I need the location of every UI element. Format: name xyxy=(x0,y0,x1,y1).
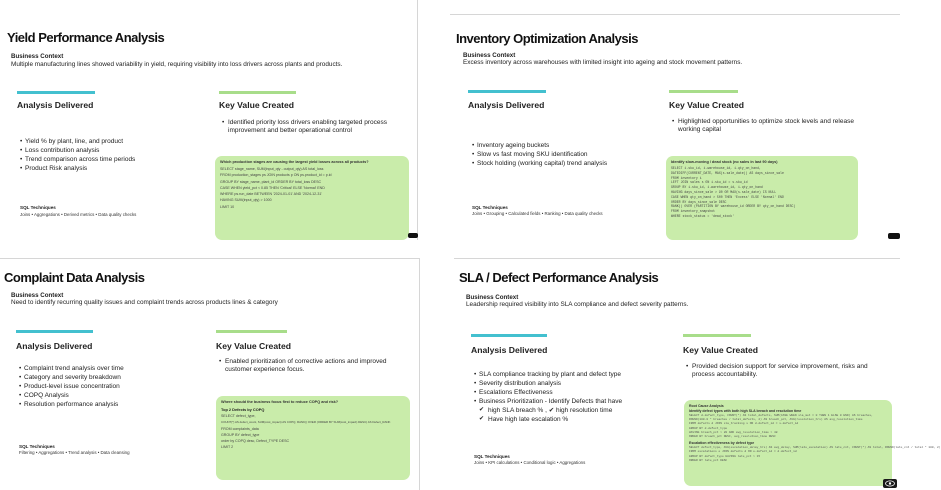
value-heading: Key Value Created xyxy=(669,100,744,110)
list-item: • Product Risk analysis xyxy=(20,164,135,173)
sql-techniques-heading: SQL Techniques xyxy=(474,454,510,459)
list-item: • SLA compliance tracking by plant and defect type xyxy=(474,370,622,379)
analysis-heading: Analysis Delivered xyxy=(471,345,548,355)
teal-accent-bar xyxy=(471,334,547,337)
slide-divider xyxy=(419,258,420,490)
value-text: • Enabled prioritization of corrective actions and improved customer experience focus. xyxy=(219,358,409,374)
code-question: Identify defect types with both high SLA breach and resolution time xyxy=(689,409,802,413)
code-line: FROM production_stages ps JOIN products p ON ps.product_id = p.id xyxy=(220,173,332,178)
list-item: • Category and severity breakdown xyxy=(19,373,124,382)
code-subheading: Top 2 Defects by COPQ xyxy=(221,407,265,412)
code-line: ORDER BY days_since_sale DESC xyxy=(671,199,727,204)
list-item: • Inventory ageing buckets xyxy=(472,141,607,150)
code-line: FROM complaints_data xyxy=(221,426,259,431)
eye-icon[interactable] xyxy=(883,479,897,488)
slide-divider xyxy=(450,14,900,15)
code-line: HAVING SUM(input_qty) > 1000 xyxy=(220,198,272,203)
slide-sla-defect-performance xyxy=(454,258,941,490)
sql-techniques-heading: SQL Techniques xyxy=(20,205,56,210)
sql-code-box xyxy=(216,396,410,480)
code-line: LIMIT 2 xyxy=(221,445,234,450)
slide-title: Yield Performance Analysis xyxy=(7,30,165,45)
corner-mark xyxy=(888,233,900,239)
code-heading: Root Cause Analysis xyxy=(689,404,724,408)
list-item: • Complaint trend analysis over time xyxy=(19,364,124,373)
list-item: • Product-level issue concentration xyxy=(19,382,124,391)
code-question: Identify slow-moving / dead stock (no sales in last 90 days) xyxy=(671,160,778,164)
code-line: SELECT defect_type, xyxy=(221,414,256,418)
code-line: FROM defects d JOIN sla_tracking s ON d.defect_id = s.defect_id xyxy=(689,422,799,426)
sql-techniques-heading: SQL Techniques xyxy=(19,444,55,449)
code-line: WHERE ps.run_date BETWEEN '2024-01-01' AND '2024-12-31' xyxy=(220,192,323,197)
sql-code-box xyxy=(684,400,941,486)
code-line: order by COPQ desc, Defect_TYPE DESC xyxy=(221,439,290,444)
code-question: Which production stages are causing the largest yield losses across all products? xyxy=(220,160,369,164)
code-question: Where should the business focus first to reduce COPQ and risk? xyxy=(221,400,339,404)
code-line: DATEDIFF(CURRENT_DATE, MAX(s.sale_date)) AS days_since_sale xyxy=(671,170,784,175)
code-line: FROM inventory i xyxy=(671,175,702,180)
code-line: GROUP BY defect_type xyxy=(221,432,260,437)
green-accent-bar xyxy=(683,334,751,337)
code-line: FROM inventory_snapshot xyxy=(671,209,715,214)
slide-title: Complaint Data Analysis xyxy=(4,270,145,285)
teal-accent-bar xyxy=(16,330,93,333)
analysis-list xyxy=(20,137,135,173)
list-item: • Business Prioritization - Identify Defects that have xyxy=(474,397,622,406)
analysis-list xyxy=(474,370,622,424)
value-heading: Key Value Created xyxy=(216,341,291,351)
sql-techniques-heading: SQL Techniques xyxy=(472,205,508,210)
slide-title: Inventory Optimization Analysis xyxy=(456,31,638,46)
slide-title: SLA / Defect Performance Analysis xyxy=(459,270,659,285)
code-line: GROUP BY stage_name, plant_id ORDER BY total_loss DESC xyxy=(220,179,322,184)
business-context-heading: Business Context xyxy=(11,292,64,299)
code-line: CASE WHEN yield_pct < 0.85 THEN 'Critical' ELSE 'Normal' END xyxy=(220,185,325,190)
teal-accent-bar xyxy=(17,91,95,94)
code-line: GROUP BY i.sku_id, i.warehouse_id, i.qty_on_hand xyxy=(671,185,763,190)
sql-techniques-text: Filtering • Aggregations • Trend analysis • Data cleansing xyxy=(19,450,130,455)
value-text: • Identified priority loss drivers enabling targeted process improvement and better operational control xyxy=(222,119,412,135)
slide-divider xyxy=(0,258,420,259)
code-line: HAVING days_since_sale > 90 OR MAX(s.sale_date) IS NULL xyxy=(671,189,777,194)
code-line: SELECT defect_type, AVG(escalation_delay_hrs) AS avg_delay, SUM(late_escalation) AS late_cnt, COUNT(*) AS total, ROUND(late_cnt / total * 100, 2) xyxy=(689,446,941,450)
list-item: • Slow vs fast moving SKU identification xyxy=(472,150,607,159)
code-line: SELECT d.defect_type, COUNT(*) AS total_defects, SUM(CASE WHEN sla_met = 0 THEN 1 ELSE 0 END) AS breaches, xyxy=(689,414,873,417)
slide-divider xyxy=(417,0,418,240)
list-item: • Stock holding (working capital) trend analysis xyxy=(472,159,607,168)
code-line: HAVING breach_pct > 20 AND avg_resolution_time > 48 xyxy=(689,430,778,434)
sql-techniques-text: Joins • Aggregations • Derived metrics • Data quality checks xyxy=(20,212,137,217)
value-heading: Key Value Created xyxy=(683,345,758,355)
list-subitem: ✔ Have high late escalation % xyxy=(474,415,622,424)
code-line: COUNT(*) AS defect_count, SUM(cost_impact) AS COPQ, RANK() OVER (ORDER BY SUM(cost_impact) DESC) AS Defect_RANK xyxy=(221,420,391,425)
business-context-text: Need to identify recurring quality issues and complaint trends across products lines & category xyxy=(11,299,278,306)
code-line: ORDER BY breach_pct DESC, avg_resolution_time DESC xyxy=(689,435,776,439)
code-line: SELECT i.sku_id, i.warehouse_id, i.qty_on_hand, xyxy=(671,166,761,170)
slide-yield-performance xyxy=(0,0,418,240)
teal-accent-bar xyxy=(468,90,546,93)
code-line: GROUP BY defect_type HAVING late_pct > 15 xyxy=(689,454,761,458)
green-accent-bar xyxy=(669,90,738,93)
list-item: • Resolution performance analysis xyxy=(19,400,124,409)
code-line: ORDER BY late_pct DESC xyxy=(689,458,728,462)
analysis-heading: Analysis Delivered xyxy=(17,100,94,110)
value-text: • Highlighted opportunities to optimize stock levels and release working capital xyxy=(672,118,872,134)
sql-techniques-text: Joins • Grouping • Calculated fields • Ranking • Data quality checks xyxy=(472,211,603,216)
code-line: LIMIT 10 xyxy=(220,204,235,209)
list-item: • Loss contribution analysis xyxy=(20,146,135,155)
sql-techniques-text: Joins • KPI calculations • Conditional logic • Aggregations xyxy=(474,460,586,465)
green-accent-bar xyxy=(216,330,287,333)
code-line: WHERE stock_status = 'dead_stock' xyxy=(671,213,735,218)
sql-code-box xyxy=(215,156,409,240)
code-line: GROUP BY d.defect_type xyxy=(689,426,728,430)
green-accent-bar xyxy=(219,91,296,94)
code-line: FROM escalations e JOIN defects d ON e.defect_id = d.defect_id xyxy=(689,450,797,454)
business-context-heading: Business Context xyxy=(466,294,519,301)
code-subheading: Escalation effectiveness by defect type xyxy=(689,441,755,446)
business-context-text: Leadership required visibility into SLA compliance and defect severity patterns. xyxy=(466,301,689,308)
list-item: • Yield % by plant, line, and product xyxy=(20,137,135,146)
code-line: RANK() OVER (PARTITION BY warehouse_id ORDER BY qty_on_hand DESC) xyxy=(671,204,796,209)
analysis-list xyxy=(19,364,124,409)
business-context-heading: Business Context xyxy=(11,53,64,60)
code-line: LEFT JOIN sales s ON i.sku_id = s.sku_id xyxy=(671,180,748,185)
slide-inventory-optimization xyxy=(450,14,900,242)
list-subitem: ✔ high SLA breach % , ✔ high resolution time xyxy=(474,406,622,415)
slide-complaint-analysis xyxy=(0,258,420,490)
corner-mark xyxy=(408,233,418,238)
business-context-text: Excess inventory across warehouses with limited insight into ageing and stock movement patterns. xyxy=(463,59,743,66)
analysis-list xyxy=(472,141,607,168)
list-item: • Severity distribution analysis xyxy=(474,379,622,388)
value-text: • Provided decision support for service improvement, risks and process accountability. xyxy=(686,363,891,379)
slide-divider xyxy=(454,258,900,259)
list-item: • Trend comparison across time periods xyxy=(20,155,135,164)
analysis-heading: Analysis Delivered xyxy=(16,341,93,351)
code-line: SELECT stage_name, SUM(input_qty - output_qty) AS total_loss xyxy=(220,167,324,171)
list-item: • Escalations Effectiveness xyxy=(474,388,622,397)
list-item: • COPQ Analysis xyxy=(19,391,124,400)
analysis-heading: Analysis Delivered xyxy=(468,100,545,110)
business-context-text: Multiple manufacturing lines showed variability in yield, requiring visibility into loss drivers across plants and products. xyxy=(11,61,343,68)
code-line: ROUND(100.0 * breaches / total_defects, 2) AS breach_pct, AVG(resolution_hrs) AS avg_resolution_time xyxy=(689,418,863,422)
value-heading: Key Value Created xyxy=(219,100,294,110)
business-context-heading: Business Context xyxy=(463,52,516,59)
sql-code-box xyxy=(666,156,858,240)
code-line: CASE WHEN qty_on_hand > 500 THEN 'Excess' ELSE 'Normal' END xyxy=(671,194,784,199)
